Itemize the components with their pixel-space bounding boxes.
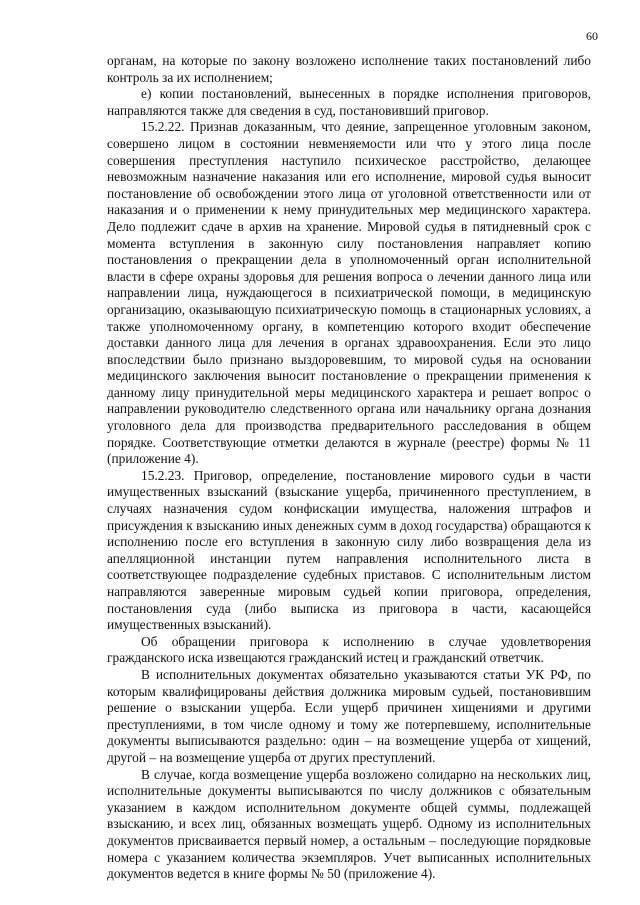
- paragraph-continuation: органам, на которые по закону возложено исполнение таких постановлений либо контроль за их исполнением;: [107, 53, 591, 85]
- paragraph-enforcement-documents: В исполнительных документах обязательно указываются статьи УК РФ, по которым квалифицированы действия должника мировым судьей, постановившим решение о взыскании ущерба. Если ущерб причинен хищениями и другими преступлениями, в том числе одному и тому же потерпевшему, исполнительные документы выписываются раздельно: один – на возмещение ущерба от хищений, другой – на возмещение ущерба от других преступлений.: [107, 666, 591, 765]
- paragraph-15-2-22: 15.2.22. Признав доказанным, что деяние, запрещенное уголовным законом, совершено лицом в состоянии невменяемости или что у этого лица после совершения преступления наступило психическое расстройство, делающее невозможным назначение наказания или его исполнение, мировой судья выносит постановление об освобождении этого лица от уголовной ответственности или от наказания и о применении к нему принудительных мер медицинского характера. Дело подлежит сдаче в архив на хранение. Мировой судья в пятидневный срок с момента вступления в законную силу постановления направляет копию постановления о прекращении дела в уполномоченный орган исполнительной власти в сфере охраны здоровья для решения вопроса о лечении данного лица или направлении лица, нуждающегося в психиатрической помощи, в медицинскую организацию, оказывающую психиатрическую помощь в стационарных условиях, а также уполномоченному органу, в компетенцию которого входит обеспечение доставки данного лица для лечения в органах здравоохранения. Если это лицо впоследствии было признано выздоровевшим, то мировой судья на основании медицинского заключения выносит постановление о прекращении применения к данному лицу принудительной меры медицинского характера и решает вопрос о направлении руководителю следственного органа или начальнику органа дознания уголовного дела для производства предварительного расследования в общем порядке. Соответствующие отметки делаются в журнале (реестре) формы № 11 (приложение 4).: [107, 119, 591, 467]
- paragraph-joint-liability: В случае, когда возмещение ущерба возложено солидарно на нескольких лиц, исполнительные документы выписываются по числу должников с обязательным указанием в каждом исполнительном документе общей суммы, подлежащей взысканию, и всех лиц, обязанных возмещать ущерб. Одному из исполнительных документов присваивается первый номер, а остальным – последующие порядковые номера с указанием количества экземпляров. Учет выписанных исполнительных документов ведется в книге формы № 50 (приложение 4).: [107, 766, 591, 882]
- paragraph-civil-claim-notice: Об обращении приговора к исполнению в случае удовлетворения гражданского иска извещаются гражданский истец и гражданский ответчик.: [107, 633, 591, 666]
- paragraph-15-2-23: 15.2.23. Приговор, определение, постановление мирового судьи в части имущественных взысканий (взыскание ущерба, причиненного преступлением, в случаях назначения судом конфискации имущества, наложения штрафов и присуждения к взысканию иных денежных сумм в доход государства) обращаются к исполнению после его вступления в законную силу либо возвращения дела из апелляционной инстанции путем направления исполнительного листа в соответствующее подразделение судебных приставов. С исполнительным листом направляются заверенные мировым судьей копии приговора, определения, постановления суда (либо выписка из приговора в части, касающейся имущественных взысканий).: [107, 467, 591, 633]
- document-body: [107, 53, 591, 883]
- paragraph-item-e: е) копии постановлений, вынесенных в порядке исполнения приговоров, направляются также для сведения в суд, постановивший приговор.: [107, 86, 591, 118]
- page-number: 60: [586, 29, 598, 43]
